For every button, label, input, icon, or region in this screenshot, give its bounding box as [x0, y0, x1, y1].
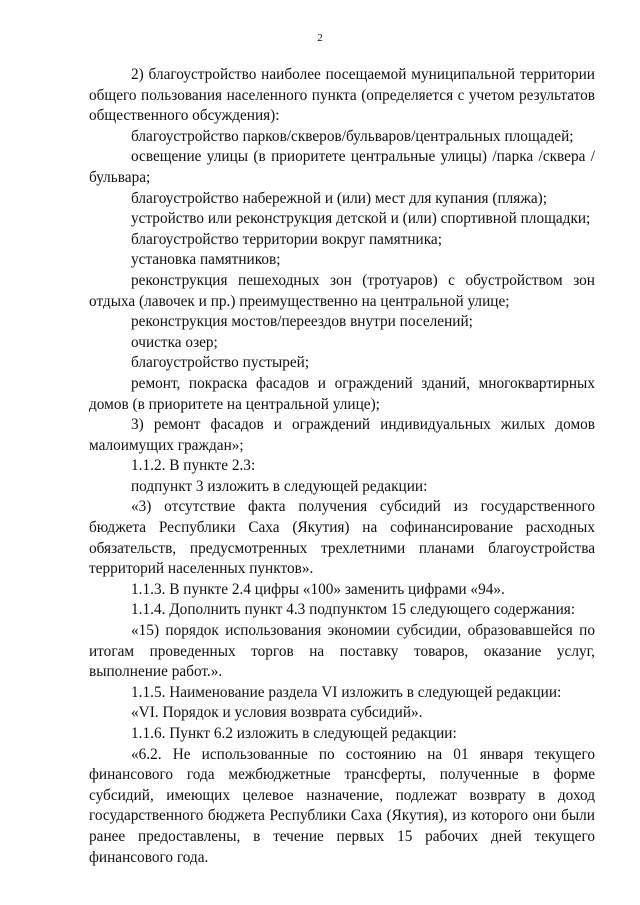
paragraph-item-2: 2) благоустройство наиболее посещаемой муниципальной территории общего пользования населенного пункта (определяется с учетом результатов общественного обсуждения):: [89, 66, 595, 125]
clause-1-1-4: 1.1.4. Дополнить пункт 4.3 подпунктом 15 следующего содержания:: [131, 601, 576, 619]
subclause-intro: подпункт 3 изложить в следующей редакции:: [131, 477, 428, 495]
list-item-pedestrian-zones: реконструкция пешеходных зон (тротуаров) с обустройством зон отдыха (лавочек и пр.) преимущественно на центральной улице;: [89, 271, 595, 310]
list-item-parks: благоустройство парков/скверов/бульваров/центральных площадей;: [131, 127, 574, 145]
list-item-facade-repair: ремонт, покраска фасадов и ограждений зданий, многоквартирных домов (в приоритете на центральной улице);: [89, 374, 595, 413]
list-item-wastelands: благоустройство пустырей;: [131, 354, 310, 372]
section-vi-title: «VI. Порядок и условия возврата субсидий».: [131, 704, 423, 722]
list-item-bridges: реконструкция мостов/переездов внутри поселений;: [131, 313, 473, 331]
list-item-street-lighting: освещение улицы (в приоритете центральные улицы) /парка /сквера /бульвара;: [89, 148, 595, 186]
list-item-monuments: установка памятников;: [131, 251, 281, 269]
list-item-monument-area: благоустройство территории вокруг памятника;: [131, 230, 442, 248]
clause-6-2-text: «6.2. Не использованные по состоянию на 01 января текущего финансового года межбюджетные трансферты, полученные в форме субсидий, имеющих целевое назначение, подлежат возврату в доход государственного бюджета Республики Саха (Якутия), из которого они были ранее предоставлены, в течение первых 15 рабочих дней текущего финансового года.: [89, 745, 595, 866]
clause-1-1-5: 1.1.5. Наименование раздела VI изложить в следующей редакции:: [131, 683, 562, 701]
list-item-embankment: благоустройство набережной и (или) мест для купания (пляжа);: [131, 189, 548, 207]
document-body: [89, 65, 595, 868]
subclause-3-text: «3) отсутствие факта получения субсидий из государственного бюджета Республики Саха (Якутия) на софинансирование расходных обязательств, предусмотренных трехлетними планами благоустройства территорий населенных пунктов».: [89, 498, 595, 578]
clause-1-1-2: 1.1.2. В пункте 2.3:: [131, 457, 256, 475]
list-item-lakes: очистка озер;: [131, 333, 218, 351]
subclause-15-text: «15) порядок использования экономии субсидии, образовавшейся по итогам проведенных торгов на поставку товаров, оказание услуг, выполнение работ.».: [89, 622, 595, 681]
paragraph-item-3: 3) ремонт фасадов и ограждений индивидуальных жилых домов малоимущих граждан»;: [89, 416, 595, 454]
clause-1-1-3: 1.1.3. В пункте 2.4 цифры «100» заменить цифрами «94».: [131, 580, 505, 598]
clause-1-1-6: 1.1.6. Пункт 6.2 изложить в следующей редакции:: [131, 725, 457, 742]
page-number: 2: [317, 32, 323, 44]
list-item-playground: устройство или реконструкция детской и (или) спортивной площадки;: [131, 210, 591, 228]
